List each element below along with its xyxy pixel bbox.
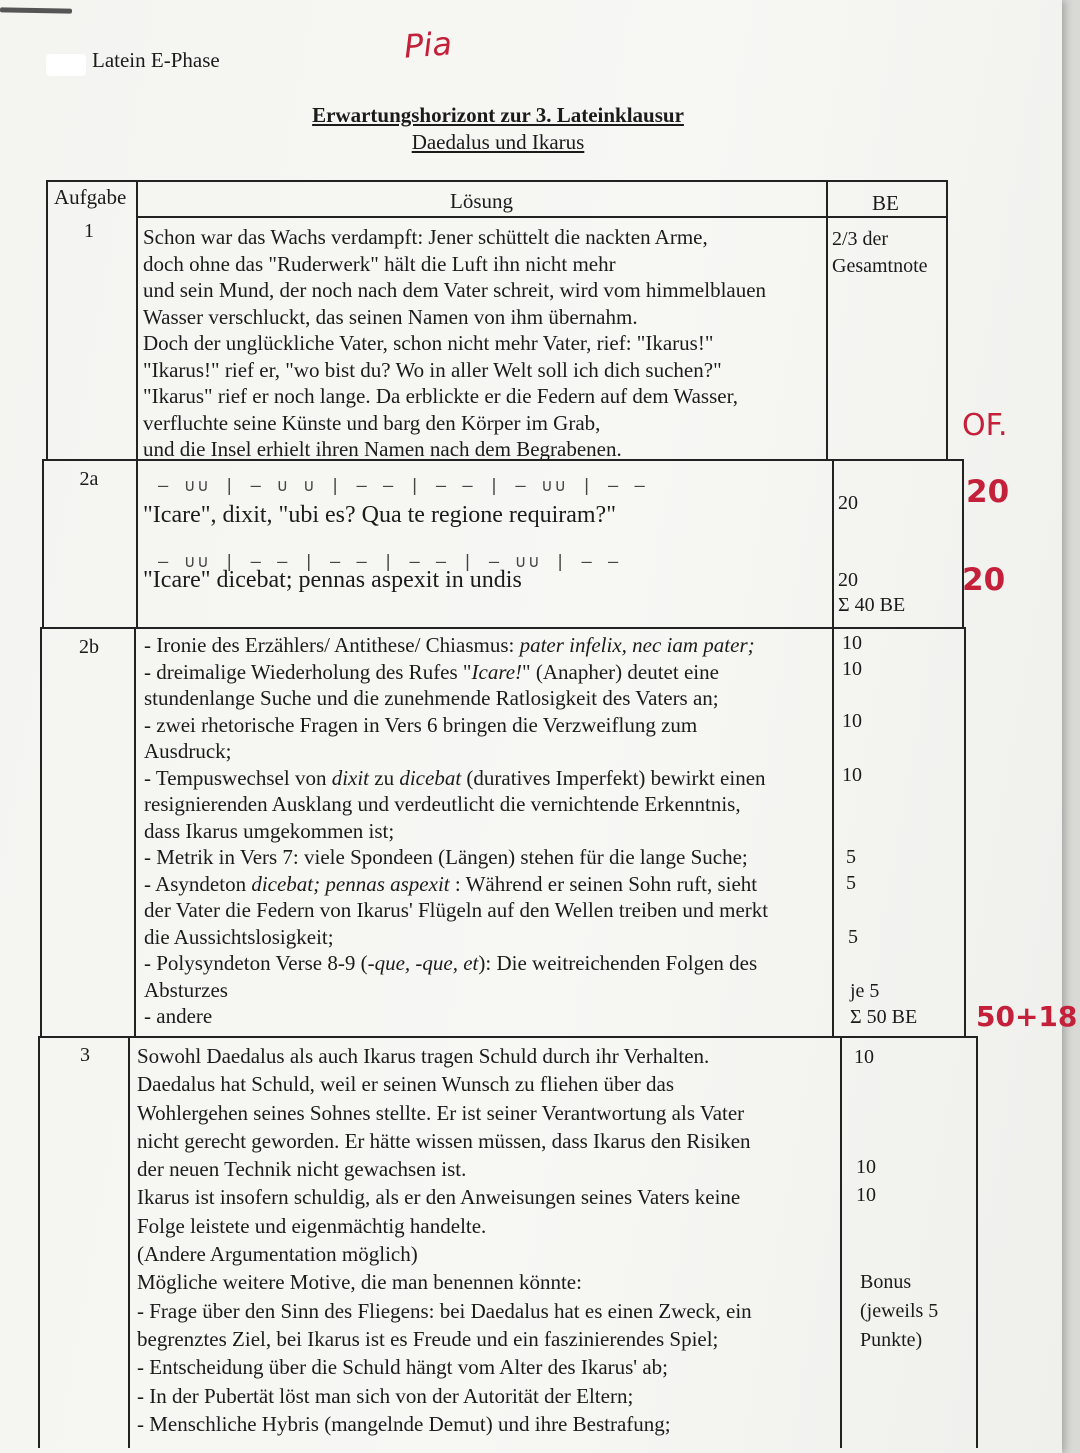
text-line: doch ohne das "Ruderwerk" hält die Luft ihn nicht mehr: [143, 251, 616, 276]
text-line: der Vater die Federn von Ikarus' Flügeln auf den Wellen treiben und merkt: [144, 898, 769, 922]
task2b-points-4: 10: [842, 764, 862, 786]
text-line: "Ikarus" rief er noch lange. Da erblickte er die Federn auf dem Wasser,: [143, 384, 738, 408]
text-line: - Metrik in Vers 7: viele Spondeen (Längen) stehen für die lange Suche;: [144, 845, 748, 869]
text-line: - Asyndeton dicebat; pennas aspexit : Während er seinen Sohn ruft, sieht: [144, 871, 758, 896]
text-line: - Frage über den Sinn des Fliegens: bei Daedalus hat es einen Zweck, ein: [137, 1298, 752, 1323]
grading-table: [40, 178, 1078, 1448]
text-line: (Andere Argumentation möglich): [137, 1242, 418, 1267]
text-line: Folge leistete und eigenmächtig handelte.: [137, 1213, 487, 1238]
text-line: dass Ikarus umgekommen ist;: [144, 818, 395, 843]
text-line: Absturzes: [144, 977, 228, 1002]
text-line: Mögliche weitere Motive, die man benennen könnte:: [137, 1270, 582, 1295]
text-line: verfluchte seine Künste und barg den Körper im Grab,: [143, 410, 601, 435]
text-line: Schon war das Wachs verdampft: Jener schüttelt die nackten Arme,: [143, 225, 708, 249]
text-line: - Polysyndeton Verse 8-9 (-que, -que, et): Die weitreichenden Folgen des: [144, 951, 758, 975]
scansion-marks-verse2: — ∪∪ | — — | — — | — — | — ∪∪ | — —: [158, 552, 622, 572]
points-line: Punkte): [860, 1329, 923, 1351]
text-line: - In der Pubertät löst man sich von der Autorität der Eltern;: [137, 1383, 634, 1408]
task2b-points-1: 10: [842, 632, 862, 654]
text-line: - andere: [144, 1004, 213, 1028]
staple-mark: [0, 7, 72, 13]
task2b-points-3: 10: [842, 710, 862, 732]
text-line: begrenztes Ziel, bei Ikarus ist es Freude und ein faszinierendes Spiel;: [137, 1326, 719, 1351]
task2b-analysis: [144, 632, 768, 1030]
handwritten-mark-of: OF.: [962, 408, 1008, 443]
task-number-3: 3: [80, 1044, 90, 1066]
handwritten-score-1: 20: [966, 474, 1010, 510]
task-number-2b: 2b: [79, 636, 99, 658]
text-line: - Entscheidung über die Schuld hängt vom Alter des Ikarus' ab;: [137, 1355, 668, 1380]
handwritten-score-2: 20: [962, 562, 1006, 598]
task3-discussion: [137, 1042, 752, 1438]
text-line: Wasser verschluckt, das seinen Namen von ihm übernahm.: [143, 304, 638, 329]
task2a-points-2: 20: [838, 569, 858, 591]
text-line: Doch der unglückliche Vater, schon nicht mehr Vater, rief: "Ikarus!": [143, 331, 714, 355]
text-line: Ausdruck;: [144, 739, 232, 763]
text-line: - Ironie des Erzählers/ Antithese/ Chiasmus: pater infelix, nec iam pater;: [144, 633, 755, 657]
text-line: Wohlergehen seines Sohnes stellte. Er ist seiner Verantwortung als Vater: [137, 1100, 745, 1125]
text-line: - Tempuswechsel von dixit zu dicebat (duratives Imperfekt) bewirkt einen: [144, 765, 766, 790]
text-line: resignierenden Ausklang und verdeutlicht die vernichtende Erkenntnis,: [144, 792, 741, 816]
task3-bonus: [860, 1268, 938, 1355]
task3-points-2: 10: [856, 1156, 876, 1178]
points-line: Gesamtnote: [832, 254, 928, 277]
task-number-2a: 2a: [79, 468, 99, 490]
latin-verse-2: "Icare" dicebat; pennas aspexit in undis: [143, 567, 522, 593]
document-title: Erwartungshorizont zur 3. Lateinklausur: [312, 103, 684, 127]
redacted-area: [46, 54, 86, 76]
task2a-points-1: 20: [838, 492, 858, 514]
text-line: stundenlange Suche und die zunehmende Ratlosigkeit des Vaters an;: [144, 686, 719, 710]
latin-verse-1: "Icare", dixit, "ubi es? Qua te regione requiram?": [143, 502, 616, 528]
task-number-1: 1: [84, 220, 94, 242]
task2b-points-6: 5: [846, 872, 856, 894]
task2a-points-sum: Σ 40 BE: [838, 594, 906, 616]
task3-points-1: 10: [854, 1046, 874, 1068]
course-label: Latein E-Phase: [92, 48, 220, 72]
task3-points-3: 10: [856, 1184, 876, 1206]
text-line: Sowohl Daedalus als auch Ikarus tragen Schuld durch ihr Verhalten.: [137, 1044, 710, 1068]
text-line: nicht gerecht geworden. Er hätte wissen müssen, dass Ikarus den Risiken: [137, 1128, 751, 1153]
task2b-points-sum: Σ 50 BE: [850, 1006, 918, 1028]
points-line: Bonus: [860, 1271, 912, 1293]
handwritten-score-2b: 50+18: [976, 1000, 1078, 1033]
text-line: und die Insel erhielt ihren Namen nach dem Begrabenen.: [143, 437, 622, 461]
text-line: - Menschliche Hybris (mangelnde Demut) und ihre Bestrafung;: [137, 1411, 671, 1436]
task2b-points-2: 10: [842, 658, 862, 680]
scansion-marks-verse1: — ∪∪ | — ∪ ∪ | — — | — — | — ∪∪ | — —: [158, 476, 648, 496]
header-points: BE: [872, 191, 899, 215]
text-line: - dreimalige Wiederholung des Rufes "Icare!" (Anapher) deutet eine: [144, 659, 719, 684]
text-line: und sein Mund, der noch nach dem Vater schreit, wird vom himmelblauen: [143, 278, 767, 302]
document-subtitle: Daedalus und Ikarus: [411, 130, 585, 154]
text-line: "Ikarus!" rief er, "wo bist du? Wo in aller Welt soll ich dich suchen?": [143, 357, 722, 382]
header-solution: Lösung: [450, 189, 513, 213]
task2b-points-5: 5: [846, 846, 856, 868]
task1-points: [832, 226, 928, 279]
task2b-points-each: je 5: [850, 980, 880, 1002]
points-line: (jeweils 5: [860, 1300, 939, 1322]
text-line: Daedalus hat Schuld, weil er seinen Wunsch zu fliehen über das: [137, 1072, 675, 1097]
text-line: der neuen Technik nicht gewachsen ist.: [137, 1157, 467, 1182]
handwritten-name: Pia: [402, 24, 454, 66]
text-line: die Aussichtslosigkeit;: [144, 924, 334, 949]
header-task: Aufgabe: [54, 185, 127, 209]
points-line: 2/3 der: [832, 228, 889, 250]
task1-translation: [143, 224, 766, 463]
text-line: Ikarus ist insofern schuldig, als er den Anweisungen seines Vaters keine: [137, 1185, 741, 1210]
task2b-points-7: 5: [848, 926, 858, 948]
text-line: - zwei rhetorische Fragen in Vers 6 bringen die Verzweiflung zum: [144, 712, 698, 737]
